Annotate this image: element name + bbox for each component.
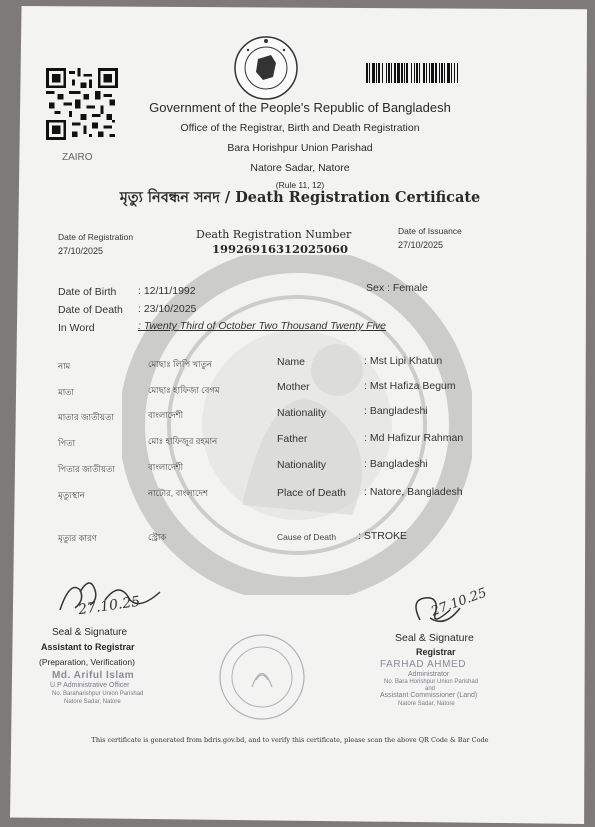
left-seal-label: Seal & Signature: [52, 627, 128, 638]
left-duty: (Preparation, Verification): [39, 657, 135, 667]
right-and: and: [425, 686, 436, 692]
bn-mother-label: মাতা: [58, 387, 75, 397]
rule-text: (Rule 11, 12): [275, 180, 325, 190]
barcode[interactable]: [366, 63, 504, 83]
bn-place-label: মৃত্যুস্থান: [58, 490, 85, 500]
qr-code[interactable]: [46, 68, 118, 140]
union-name: Bara Horishpur Union Parishad: [227, 142, 373, 154]
right-role: Registrar: [416, 647, 456, 657]
dod-value: : 23/10/2025: [138, 303, 197, 315]
right-handwritten-date: 27.10.25: [429, 585, 489, 620]
left-union: No. Baraharishpur Union Parishad: [52, 691, 144, 697]
father-value: : Md Hafizur Rahman: [364, 432, 464, 444]
issuance-date-label: Date of Issuance: [398, 226, 462, 236]
bn-mother-value: মোছাঃ হাফিজা বেগম: [148, 385, 220, 395]
bn-father-label: পিতা: [58, 438, 76, 448]
bn-father-nationality-label: পিতার জাতীয়তা: [58, 464, 115, 474]
cause-label: Cause of Death: [277, 532, 337, 542]
father-nationality-label: Nationality: [277, 459, 327, 471]
in-word-value: : Twenty Third of October Two Thousand Twenty Five: [138, 320, 387, 332]
mother-nationality-value: : Bangladeshi: [364, 405, 428, 417]
left-role: Assistant to Registrar: [41, 642, 135, 652]
government-emblem: [233, 35, 299, 101]
mother-value: : Mst Hafiza Begum: [364, 380, 456, 392]
dob-value: : 12/11/1992: [138, 285, 196, 297]
registration-date-label: Date of Registration: [58, 232, 134, 242]
dob-label: Date of Birth: [58, 286, 117, 298]
sex-value: Sex : Female: [366, 282, 428, 294]
government-title: Government of the People's Republic of Bangladesh: [149, 100, 451, 115]
mother-label: Mother: [277, 381, 310, 393]
right-union: No. Bara Horishpur Union Parishad: [384, 679, 479, 685]
reg-number-label: Death Registration Number: [196, 228, 352, 241]
name-label: Name: [277, 356, 306, 368]
issuance-date: 27/10/2025: [398, 240, 444, 250]
bn-father-nationality-value: বাংলাদেশী: [148, 462, 183, 472]
bn-place-value: নাটোর, বাংলাদেশ: [148, 488, 209, 498]
bn-cause-label: মৃত্যুর কারণ: [58, 533, 97, 543]
father-nationality-value: : Bangladeshi: [364, 458, 428, 470]
reg-number: 19926916312025060: [212, 242, 349, 256]
union-seal: [214, 632, 310, 722]
right-officer-name: FARHAD AHMED: [380, 659, 467, 670]
bn-name-value: মোছাঃ লিপি খাতুন: [148, 359, 212, 369]
cause-value: : STROKE: [358, 530, 408, 542]
right-commissioner: Assistant Commissioner (Land): [380, 692, 478, 699]
right-seal-label: Seal & Signature: [395, 632, 474, 644]
mother-nationality-label: Nationality: [277, 407, 327, 419]
bn-father-value: মোঃ হাফিজুর রহমান: [148, 436, 218, 446]
right-location: Natore Sadar, Natore: [398, 701, 455, 707]
registration-date: 27/10/2025: [58, 246, 104, 256]
left-location: Natore Sadar, Natore: [64, 699, 121, 705]
location-name: Natore Sadar, Natore: [250, 162, 350, 174]
in-word-label: In Word: [58, 322, 95, 334]
page-title: মৃত্যু নিবন্ধন সনদ / Death Registration Certificate: [119, 189, 481, 206]
left-handwritten-date: 27.10.25: [77, 593, 142, 619]
left-designation: U.P Administrative Officer: [50, 682, 130, 689]
footer-note: This certificate is generated from bdris.gov.bd, and to verify this certificate, please scan the above QR Code & Bar Code: [91, 736, 489, 744]
bn-name-label: নাম: [58, 361, 71, 371]
qr-caption: ZAIRO: [62, 152, 93, 163]
place-of-death-label: Place of Death: [277, 487, 346, 499]
bn-cause-value: স্ট্রোক: [148, 532, 167, 542]
father-label: Father: [277, 433, 308, 445]
bn-mother-nationality-label: মাতার জাতীয়তা: [58, 412, 114, 422]
dod-label: Date of Death: [58, 304, 123, 316]
office-title: Office of the Registrar, Birth and Death Registration: [180, 122, 420, 134]
name-value: : Mst Lipi Khatun: [364, 355, 443, 367]
bn-mother-nationality-value: বাংলাদেশী: [148, 410, 183, 420]
place-of-death-value: : Natore, Bangladesh: [364, 486, 463, 498]
left-officer-name: Md. Ariful Islam: [52, 670, 135, 681]
right-designation: Administrator: [408, 671, 450, 678]
